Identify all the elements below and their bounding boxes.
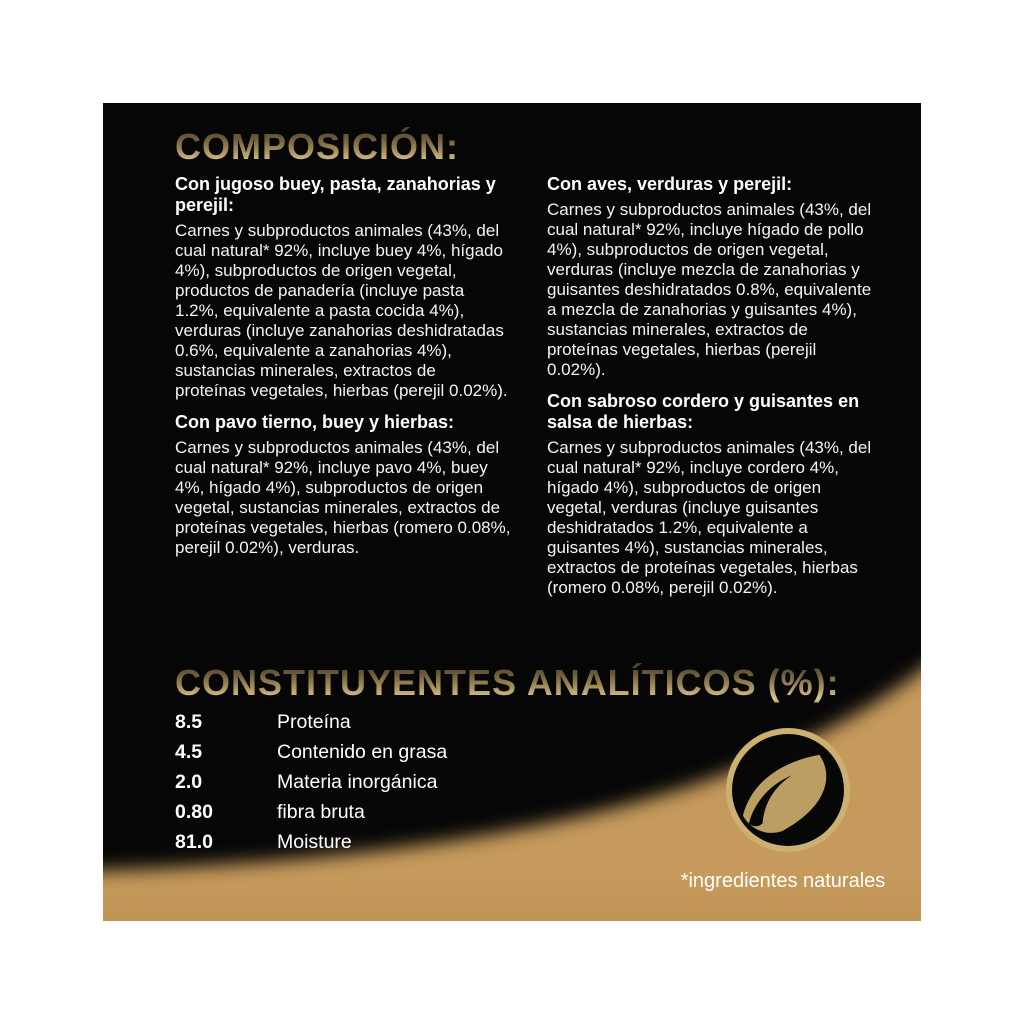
natural-ingredients-footnote: *ingredientes naturales [680,870,886,892]
constituent-row-fat [175,737,447,767]
variant-heading-poultry: Con aves, verduras y perejil: [547,174,793,194]
constituent-label: Proteína [277,711,351,733]
constituent-value: 2.0 [175,771,203,793]
analytical-constituents-title: CONSTITUYENTES ANALÍTICOS (%): [175,662,840,703]
variant-heading-turkey-beef: Con pavo tierno, buey y hierbas: [175,412,455,432]
constituent-row-protein [175,707,447,737]
constituent-row-ash [175,767,447,797]
constituent-value: 0.80 [175,801,213,823]
variant-ingredients-poultry: Carnes y subproductos animales (43%, del cual natural* 92%, incluye hígado de pollo 4%), subproductos de origen vegetal, verduras (incluye mezcla de zanahorias y guisantes deshidratados 0.8%, equivalente a mezcla de zanahorias y guisantes 4%), sustancias minerales, extractos de proteínas vegetales, hierbas (perejil 0.02%). [547,200,872,379]
composition-title: COMPOSICIÓN: [175,126,460,167]
variant-heading-beef-pasta: Con jugoso buey, pasta, zanahorias y perejil: [175,174,496,215]
variant-ingredients-beef-pasta: Carnes y subproductos animales (43%, del cual natural* 92%, incluye buey 4%, hígado 4%), subproductos de origen vegetal, productos de panadería (incluye pasta 1.2%, equivalente a pasta cocida 4%), verduras (incluye zanahorias deshidratadas 0.6%, equivalente a zanahorias 4%), sustancias minerales, extractos de proteínas vegetales, hierbas (perejil 0.02%). [175,221,508,400]
variant-ingredients-turkey-beef: Carnes y subproductos animales (43%, del cual natural* 92%, incluye pavo 4%, buey 4%, hígado 4%), subproductos de origen vegetal, sustancias minerales, extractos de proteínas vegetales, hierbas (romero 0.08%, perejil 0.02%), verduras. [175,438,511,557]
natural-ingredients-badge [726,728,850,852]
constituent-row-fibre [175,797,447,827]
constituent-value: 4.5 [175,741,203,763]
constituent-label: fibra bruta [277,801,365,823]
constituent-label: Materia inorgánica [277,771,438,793]
analytical-constituents-table [175,707,447,857]
variant-ingredients-lamb-peas: Carnes y subproductos animales (43%, del cual natural* 92%, incluye cordero 4%, hígado 4%), subproductos de origen vegetal, verduras (incluye guisantes deshidratados 1.2%, equivalente a guisantes 4%), sustancias minerales, extractos de proteínas vegetales, hierbas (romero 0.08%, perejil 0.02%). [547,438,872,597]
composition-column-right [547,174,879,609]
constituent-label: Contenido en grasa [277,741,448,763]
constituent-value: 81.0 [175,831,213,853]
constituent-row-moisture [175,827,447,857]
constituent-value: 8.5 [175,711,203,733]
composition-panel [103,103,921,921]
constituent-label: Moisture [277,831,352,853]
variant-heading-lamb-peas: Con sabroso cordero y guisantes en salsa de hierbas: [547,391,860,432]
composition-column-left [175,174,511,569]
